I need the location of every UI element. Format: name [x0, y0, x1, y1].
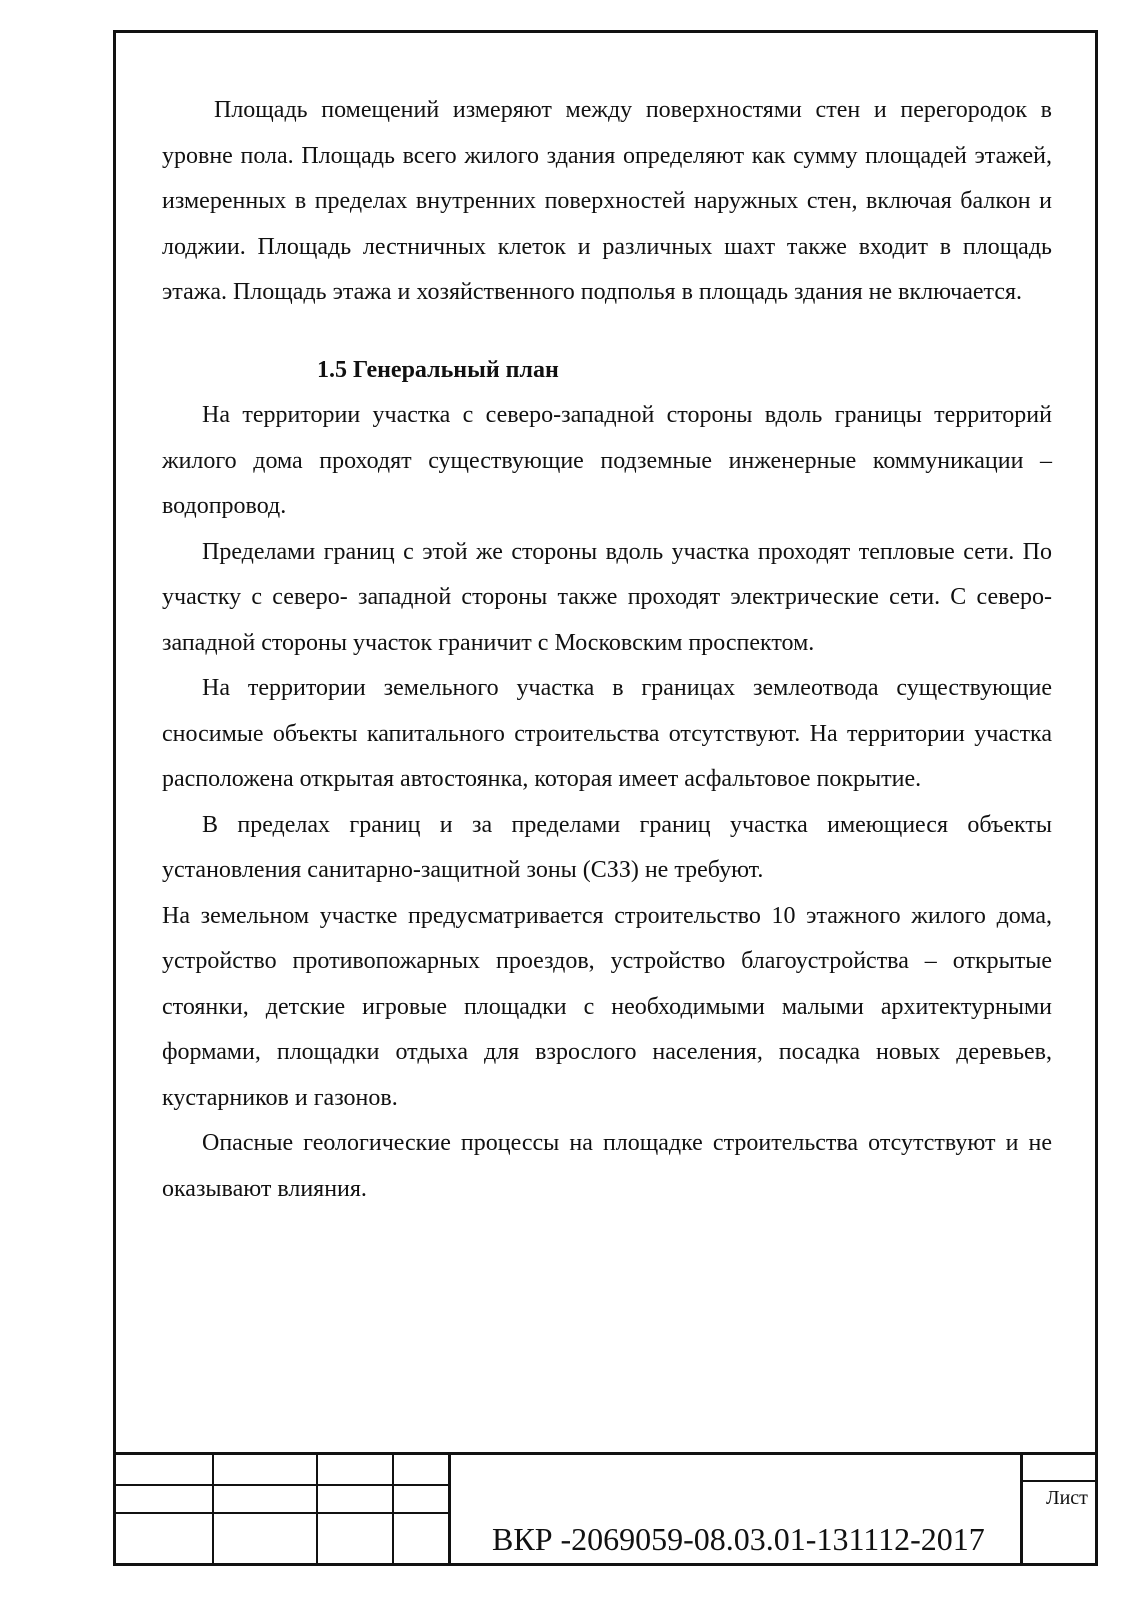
paragraph: Пределами границ с этой же стороны вдоль участка проходят тепловые сети. По участку с северо- западной стороны также проходят электрические сети. С северо-западной стороны участок граничит с Московским проспектом. — [162, 538, 1052, 656]
document-code: ВКР -2069059-08.03.01-131112-2017 — [492, 1521, 985, 1557]
stamp-row-line — [113, 1484, 450, 1486]
sheet-label: Лист — [1046, 1487, 1088, 1509]
document-body — [162, 88, 1052, 1212]
stamp-sheet-col-line — [1020, 1452, 1023, 1566]
paragraph: На территории земельного участка в границах землеотвода существующие сносимые объекты капитального строительства отсутствуют. На территории участка расположена открытая автостоянка, которая имеет асфальтовое покрытие. — [162, 675, 1052, 792]
paragraph: В пределах границ и за пределами границ участка имеющиеся объекты установления санитарно-защитной зоны (СЗЗ) не требуют. — [162, 811, 1052, 883]
paragraph: Площадь помещений измеряют между поверхностями стен и перегородок в уровне пола. Площадь всего жилого здания определяют как сумму площадей этажей, измеренных в пределах внутренних поверхностей наружных стен, включая балкон и лоджии. Площадь лестничных клеток и различных шахт также входит в площадь этажа. Площадь этажа и хозяйственного подполья в площадь здания не включается. — [162, 97, 1052, 305]
stamp-row-line — [113, 1512, 450, 1514]
paragraph: На территории участка с северо-западной стороны вдоль границы территорий жилого дома проходят существующие подземные инженерные коммуникации – водопровод. — [162, 402, 1052, 519]
stamp-top-line — [113, 1452, 1098, 1455]
section-heading: 1.5 Генеральный план — [317, 356, 559, 383]
stamp-col-line — [392, 1452, 394, 1566]
paragraph: Опасные геологические процессы на площадке строительства отсутствуют и не оказывают влияния. — [162, 1130, 1052, 1202]
paragraph: На земельном участке предусматривается строительство 10 этажного жилого дома, устройство противопожарных проездов, устройство благоустройства – открытые стоянки, детские игровые площадки с необходимыми малыми архитектурными формами, площадки отдыха для взрослого населения, посадка новых деревьев, кустарников и газонов. — [162, 902, 1052, 1111]
stamp-col-line — [212, 1452, 214, 1566]
stamp-col-line — [448, 1452, 451, 1566]
stamp-sheet-divider — [1020, 1480, 1098, 1482]
stamp-col-line — [316, 1452, 318, 1566]
